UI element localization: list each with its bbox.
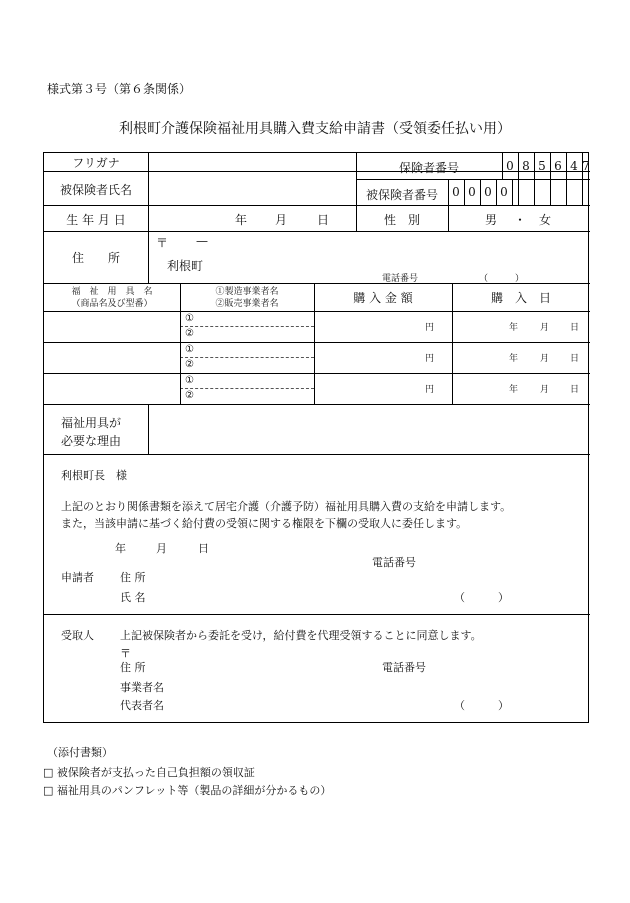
form-number: 様式第３号（第６条関係） [47,82,192,96]
application-body-line2: また，当該申請に基づく給付費の受領に関する権限を下欄の受取人に委任します。 [61,517,468,530]
row2-seller-mark: ② [185,359,194,370]
row2-year: 年 [509,354,519,364]
postal-dash: — [196,234,208,248]
gender-dot: ・ [514,213,527,227]
form-title: 利根町介護保険福祉用具購入費支給申請書（受領委任払い用） [119,121,511,137]
col-line [148,404,149,454]
row-line [44,454,590,455]
row-line [44,614,590,615]
reason-field[interactable] [150,407,588,452]
address-phone-label: 電話番号 [382,274,419,284]
insurer-digit: 4 [570,159,578,173]
date-label: 購 入 日 [490,291,551,305]
insurer-digit: 6 [554,159,562,173]
amount-label: 購 入 金 額 [353,291,413,305]
row1-day: 日 [570,323,580,333]
application-month: 月 [156,542,167,555]
attachment-receipt: □ 被保険者が支払った自己負担額の領収証 [43,766,255,779]
insured-digit: 0 [468,185,476,199]
row-line [44,205,590,206]
birth-month: 月 [275,213,288,227]
row-line [44,342,590,343]
digit-line [512,179,513,205]
row2-maker-mark: ① [185,344,194,355]
receiver-company-label: 事業者名 [120,681,164,694]
insurer-digit: 0 [506,159,514,173]
addressee: 利根町長 様 [61,469,127,482]
row3-month: 月 [540,385,550,395]
birth-year: 年 [235,213,248,227]
row3-year: 年 [509,385,519,395]
seller-label: ②販売事業者名 [215,299,279,309]
receiver-label: 受取人 [61,629,94,642]
dashed-line [180,357,314,358]
item-name-sub: （商品名及び型番） [71,299,153,309]
insured-digit: 0 [500,185,508,199]
application-day: 日 [198,542,209,555]
row-line [44,373,590,374]
insured-digit: 0 [452,185,460,199]
furigana-field[interactable] [150,154,354,170]
col-line [448,205,449,231]
dashed-line [180,388,314,389]
applicant-label: 申請者 [61,571,94,584]
insurer-number-label: 保険者番号 [398,161,459,175]
receiver-phone-parens: （ ） [454,699,509,712]
gender-label: 性 別 [383,213,420,227]
furigana-label: フリガナ [72,156,120,170]
insured-name-label: 被保険者氏名 [59,183,132,197]
insurer-digit: 5 [538,159,546,173]
row1-seller-mark: ② [185,328,194,339]
application-body-line1: 上記のとおり関係書類を添えて居宅介護（介護予防）福祉用具購入費の支給を申請します。 [61,500,512,513]
item-name-label: 福 祉 用 具 名 [71,287,153,297]
reason-label-line2: 必要な理由 [61,434,122,448]
application-year: 年 [115,542,126,555]
row3-seller-mark: ② [185,390,194,401]
gender-female[interactable]: 女 [539,213,552,227]
row3-day: 日 [570,385,580,395]
applicant-name-label: 氏 名 [120,591,146,604]
insurer-digit: 8 [522,159,530,173]
attachments-heading: （添付書類） [47,746,113,759]
row1-month: 月 [540,323,550,333]
receiver-address-label: 住 所 [120,661,146,674]
address-label: 住 所 [71,251,120,265]
birth-day: 日 [317,213,330,227]
insured-digit: 0 [484,185,492,199]
applicant-phone-parens: （ ） [454,591,509,604]
applicant-phone-label: 電話番号 [372,556,416,569]
row1-maker-mark: ① [185,313,194,324]
row-line [44,231,590,232]
col-line [148,153,149,283]
row2-yen: 円 [425,354,435,364]
reason-label-line1: 福祉用具が [61,416,122,430]
application-form [43,152,589,723]
row1-year: 年 [509,323,519,333]
gender-male[interactable]: 男 [485,213,498,227]
receiver-rep-label: 代表者名 [120,699,164,712]
row3-yen: 円 [425,385,435,395]
row2-day: 日 [570,354,580,364]
row3-maker-mark: ① [185,375,194,386]
row2-month: 月 [540,354,550,364]
row1-yen: 円 [425,323,435,333]
maker-label: ①製造事業者名 [215,287,279,297]
receiver-postal-mark: 〒 [120,647,131,660]
birth-label: 生 年 月 日 [66,213,126,227]
address-phone-parens: （ ） [479,274,525,284]
row-line [44,311,590,312]
insured-number-label: 被保険者番号 [365,188,438,202]
dashed-line [180,326,314,327]
postal-mark: 〒 [156,236,169,250]
insured-name-field[interactable] [150,173,354,203]
insurer-digit: 7 [582,159,590,173]
row-line [44,404,590,405]
attachment-pamphlet: □ 福祉用具のパンフレット等（製品の詳細が分かるもの） [43,784,332,797]
receiver-consent: 上記被保険者から委託を受け，給付費を代理受領することに同意します。 [120,629,482,642]
receiver-phone-label: 電話番号 [382,661,426,674]
town-name: 利根町 [167,259,204,273]
applicant-address-label: 住 所 [120,571,146,584]
